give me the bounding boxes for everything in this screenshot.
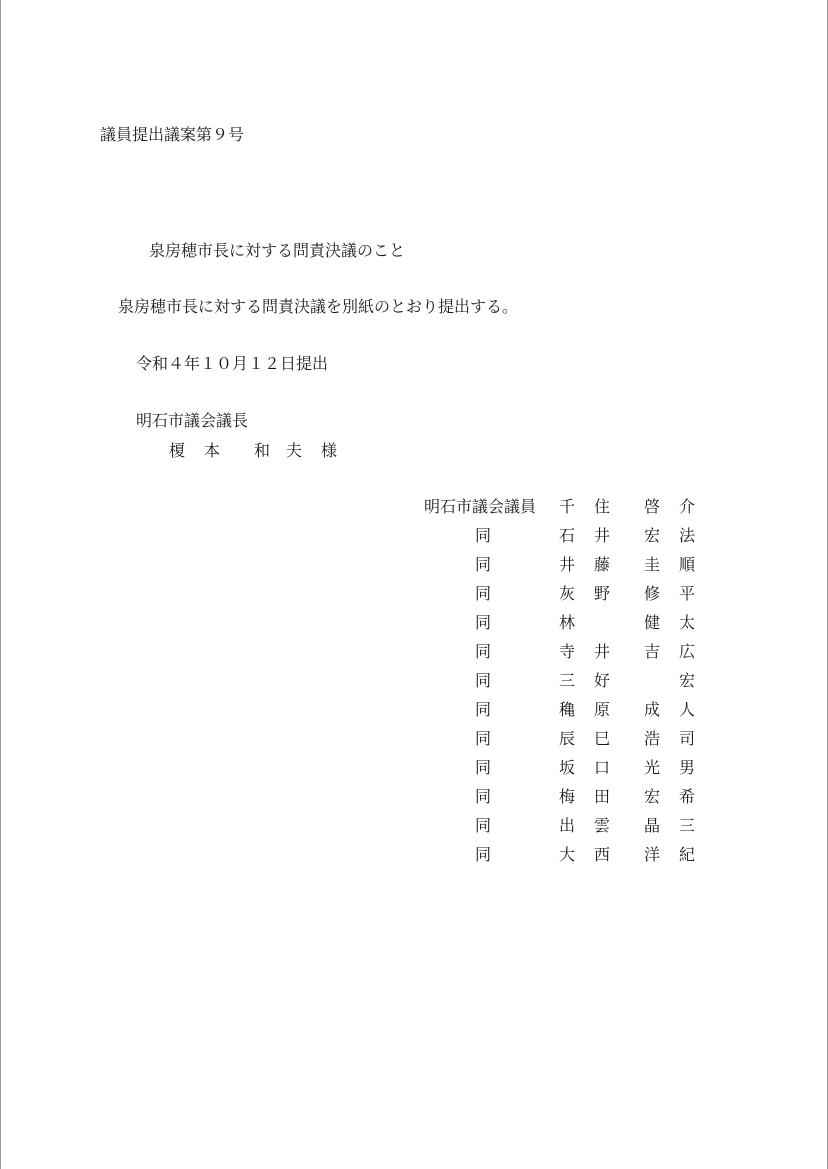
member-row [1,613,828,633]
member-name-char: 藤 [594,555,611,574]
member-name-char: 野 [594,584,611,603]
member-name-char: 井 [594,642,611,661]
member-name-char: 穐 [559,700,576,719]
member-name-char: 平 [679,584,696,603]
member-role: 同 [475,758,492,777]
bill-statement: 泉房穂市長に対する問責決議を別紙のとおり提出する。 [118,297,519,316]
member-name-char: 吉 [644,642,661,661]
member-row [1,758,828,778]
member-name-char: 希 [679,787,696,806]
member-name-char: 三 [679,816,696,835]
member-name-char: 辰 [559,729,576,748]
member-name-char: 宏 [644,526,661,545]
bill-number: 議員提出議案第９号 [100,125,245,144]
bill-title: 泉房穂市長に対する問責決議のこと [149,241,406,260]
member-name-char: 光 [644,758,661,777]
addressee-char: 榎 [169,441,186,460]
member-name-char: 人 [679,700,696,719]
member-name-char: 法 [679,526,696,545]
member-name-char: 出 [559,816,576,835]
member-name-char: 健 [644,613,661,632]
member-name-char: 林 [559,613,576,632]
member-name-char: 順 [679,555,696,574]
member-name-char: 巳 [594,729,611,748]
member-row [1,642,828,662]
member-name-char: 大 [559,845,576,864]
member-role: 同 [475,613,492,632]
member-name-char: 寺 [559,642,576,661]
member-row [1,584,828,604]
member-role: 明石市議会議員 [424,497,537,516]
submission-date: 令和４年１０月１２日提出 [136,354,329,373]
member-row [1,671,828,691]
member-name-char: 洋 [644,845,661,864]
member-name-char: 紀 [679,845,696,864]
member-name-char: 介 [679,497,696,516]
member-name-char: 修 [644,584,661,603]
member-name-char: 井 [559,555,576,574]
member-name-char: 井 [594,526,611,545]
member-name-char: 男 [679,758,696,777]
member-name-char: 坂 [559,758,576,777]
addressee-organization: 明石市議会議長 [136,411,249,430]
member-name-char: 灰 [559,584,576,603]
member-row [1,497,828,517]
member-name-char: 石 [559,526,576,545]
member-name-char: 司 [679,729,696,748]
member-name-char: 成 [644,700,661,719]
member-name-char: 原 [594,700,611,719]
member-name-char: 三 [559,671,576,690]
member-name-char: 宏 [644,787,661,806]
member-name-char: 住 [594,497,611,516]
member-row [1,816,828,836]
member-role: 同 [475,845,492,864]
member-name-char: 太 [679,613,696,632]
member-role: 同 [475,787,492,806]
member-name-char: 西 [594,845,611,864]
member-role: 同 [475,671,492,690]
member-name-char: 梅 [559,787,576,806]
member-role: 同 [475,526,492,545]
member-role: 同 [475,555,492,574]
member-role: 同 [475,700,492,719]
member-role: 同 [475,584,492,603]
member-name-char: 晶 [644,816,661,835]
member-name-char: 好 [594,671,611,690]
member-row [1,787,828,807]
member-row [1,700,828,720]
member-name-char: 宏 [679,671,696,690]
member-name-char: 雲 [594,816,611,835]
member-row [1,729,828,749]
member-name-char: 広 [679,642,696,661]
member-name-char: 啓 [644,497,661,516]
member-name-char: 田 [594,787,611,806]
member-name-char: 圭 [644,555,661,574]
member-name-char: 口 [594,758,611,777]
member-row [1,526,828,546]
member-name-char: 浩 [644,729,661,748]
member-role: 同 [475,816,492,835]
member-row [1,555,828,575]
addressee-char: 和 [254,441,271,460]
addressee-char: 夫 [286,441,303,460]
member-role: 同 [475,729,492,748]
addressee-char: 本 [204,441,221,460]
honorific: 様 [321,441,338,460]
member-role: 同 [475,642,492,661]
member-name-char: 千 [559,497,576,516]
member-row [1,845,828,865]
